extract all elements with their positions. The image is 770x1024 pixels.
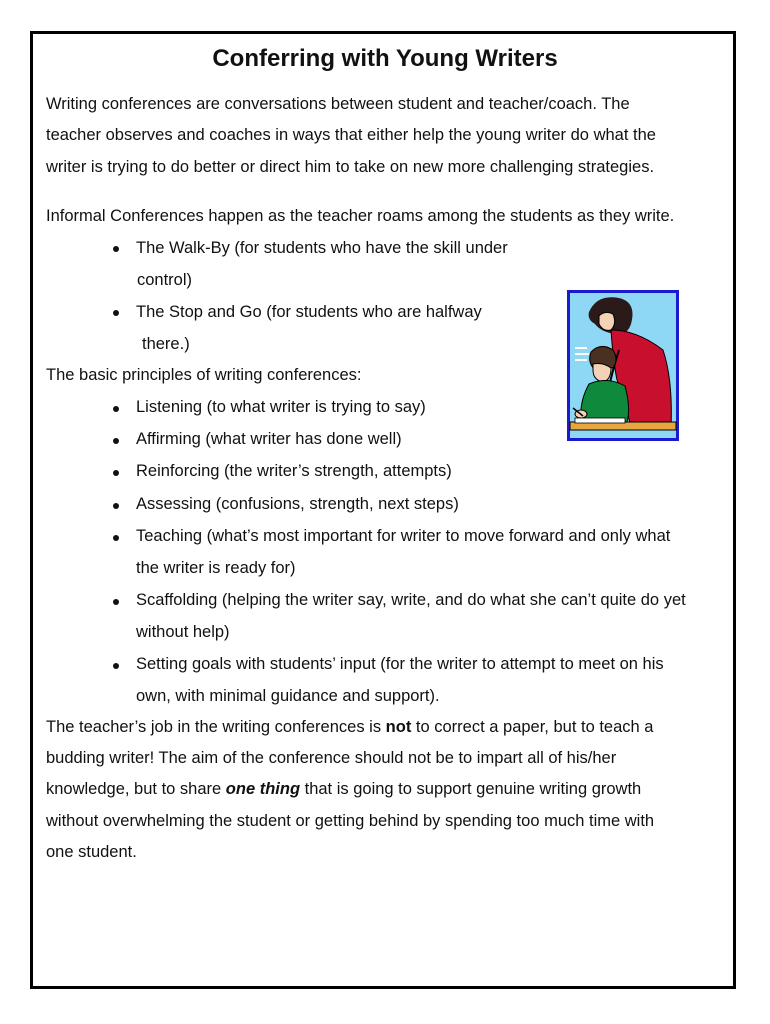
bullet-icon [113,663,119,669]
informal-item-walkby-cont: control) [137,271,193,289]
principle-scaffolding-cont: without help) [136,623,230,641]
teacher-student-clipart [567,290,679,441]
bullet-icon [113,470,119,476]
bullet-icon [113,310,119,316]
informal-lead: Informal Conferences happen as the teacher roams among the students as they write. [46,207,675,225]
principle-affirming: Affirming (what writer has done well) [136,430,402,448]
principle-scaffolding: Scaffolding (helping the writer say, write, and do what she can’t quite do yet [136,591,686,609]
intro-line-2: teacher observes and coaches in ways that either help the young writer do what the [46,126,656,144]
informal-item-stopgo-cont: there.) [142,335,190,353]
principle-setting-goals-cont: own, with minimal guidance and support). [136,687,440,705]
bullet-icon [113,246,119,252]
intro-line-1: Writing conferences are conversations between student and teacher/coach. The [46,95,630,113]
principle-listening: Listening (to what writer is trying to say) [136,398,426,416]
bullet-icon [113,599,119,605]
closing-line-5: one student. [46,843,137,861]
closing-line-3: knowledge, but to share one thing that is going to support genuine writing growth [46,780,642,798]
informal-item-walkby: The Walk-By (for students who have the skill under [136,239,508,257]
bullet-icon [113,535,119,541]
closing-line-4: without overwhelming the student or getting behind by spending too much time with [46,812,655,830]
principle-reinforcing: Reinforcing (the writer’s strength, attempts) [136,462,452,480]
principle-assessing: Assessing (confusions, strength, next steps) [136,495,459,513]
closing-line-1: The teacher’s job in the writing conferences is not to correct a paper, but to teach a [46,718,654,736]
principle-teaching: Teaching (what’s most important for writer to move forward and only what [136,527,671,545]
bullet-icon [113,406,119,412]
informal-item-stopgo: The Stop and Go (for students who are halfway [136,303,482,321]
closing-line-2: budding writer! The aim of the conference should not be to impart all of his/her [46,749,617,767]
emphasis-one-thing: one thing [225,780,301,798]
bullet-icon [113,503,119,509]
principle-setting-goals: Setting goals with students’ input (for the writer to attempt to meet on his [136,655,664,673]
principles-lead: The basic principles of writing conferences: [46,366,362,384]
bullet-icon [113,438,119,444]
intro-line-3: writer is trying to do better or direct him to take on new more challenging strategies. [46,158,655,176]
page-title: Conferring with Young Writers [212,45,558,72]
principle-teaching-cont: the writer is ready for) [136,559,296,577]
emphasis-not: not [385,718,412,736]
